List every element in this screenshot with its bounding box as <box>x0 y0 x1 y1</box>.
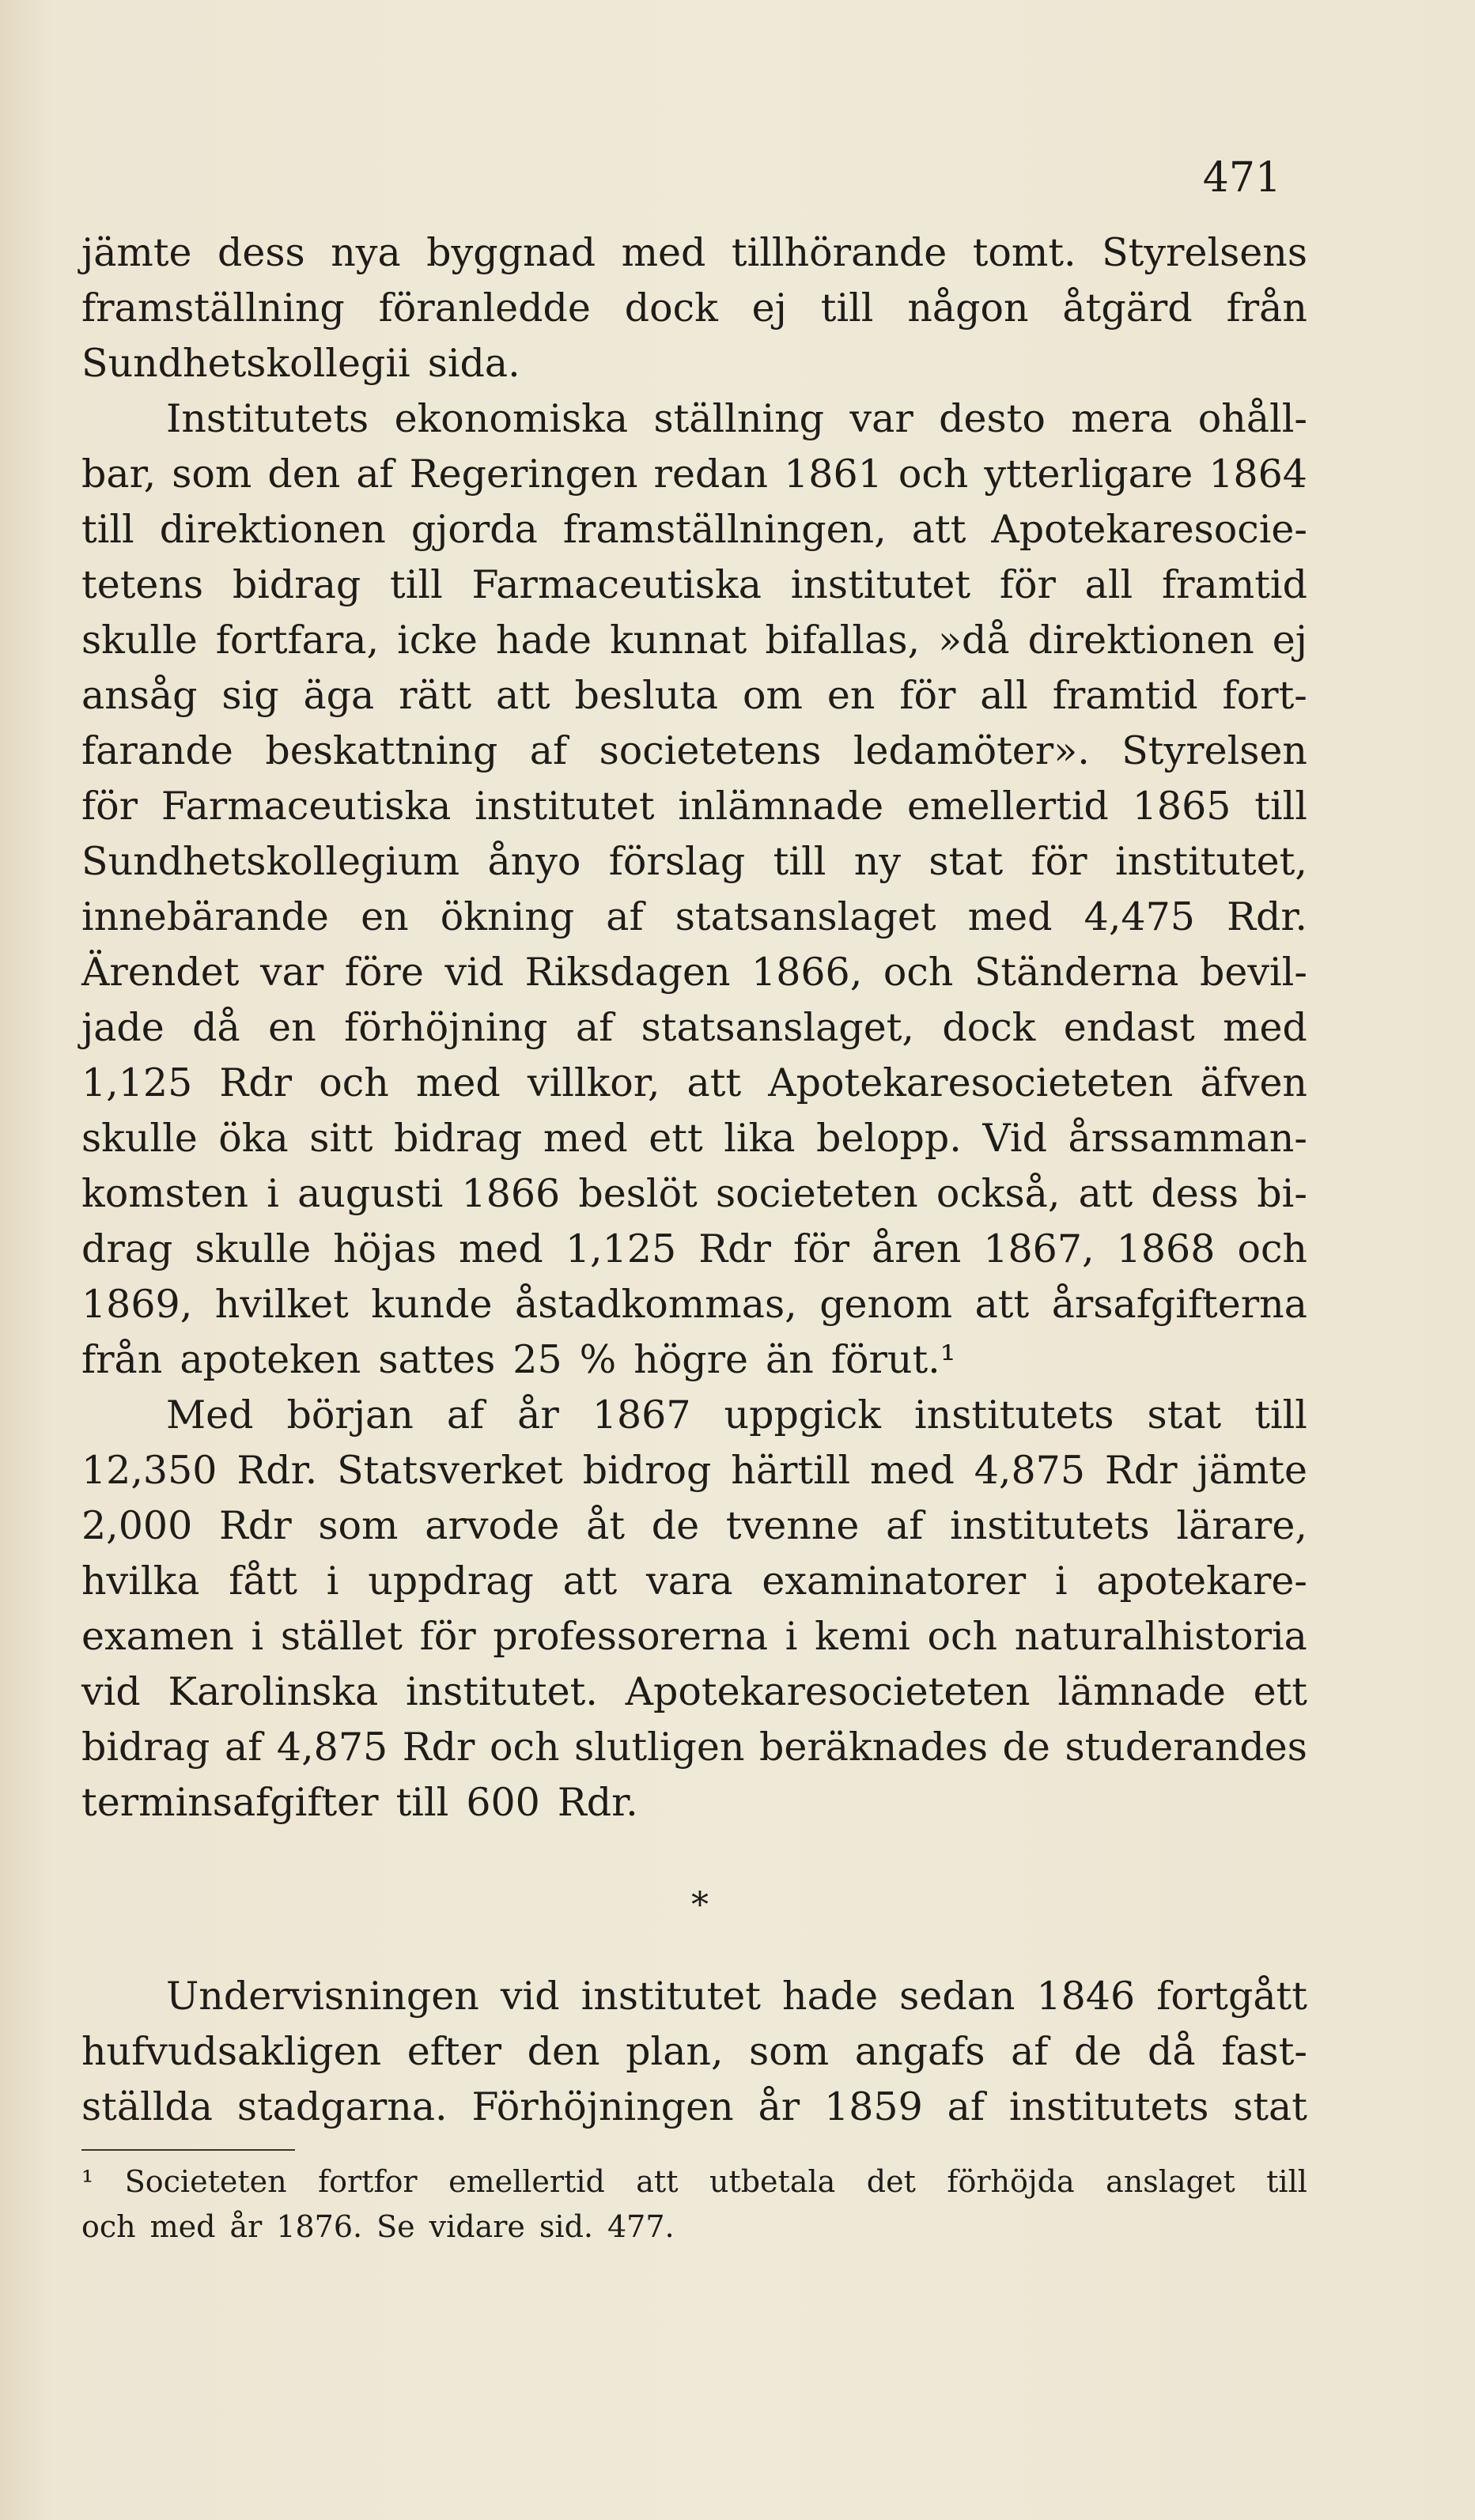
text-line-18: komsten i augusti 1866 beslöt societeten också, att dess bi- <box>81 1171 1307 1216</box>
text-line-26: examen i stället för professorerna i kemi och naturalhistoria <box>81 1614 1307 1659</box>
text-line-5: bar, som den af Regeringen redan 1861 och ytterligare 1864 <box>81 451 1307 497</box>
text-line-7: tetens bidrag till Farmaceutiska institutet för all framtid <box>81 562 1307 607</box>
text-line-19: drag skulle höjas med 1,125 Rdr för åren 1867, 1868 och <box>81 1226 1307 1271</box>
footnote-line-1: ¹ Societeten fortfor emellertid att utbetala det förhöjda anslaget till <box>81 2164 1307 2199</box>
text-line-17: skulle öka sitt bidrag med ett lika belopp. Vid årssamman- <box>81 1116 1307 1161</box>
text-line-25: hvilka fått i uppdrag att vara examinatorer i apotekare- <box>81 1558 1307 1604</box>
text-line-20: 1869, hvilket kunde åstadkommas, genom att årsafgifterna <box>81 1282 1307 1327</box>
text-line-11: för Farmaceutiska institutet inlämnade emellertid 1865 till <box>81 784 1307 829</box>
text-line-1: jämte dess nya byggnad med tillhörande tomt. Styrelsens <box>81 230 1307 275</box>
text-line-27: vid Karolinska institutet. Apotekaresocieteten lämnade ett <box>81 1669 1307 1714</box>
text-line-9: ansåg sig äga rätt att besluta om en för all framtid fort- <box>81 673 1307 718</box>
text-line-12: Sundhetskollegium ånyo förslag till ny stat för institutet, <box>81 839 1307 884</box>
text-line-22: Med början af år 1867 uppgick institutets stat till <box>166 1392 1307 1438</box>
text-line-8: skulle fortfara, icke hade kunnat bifallas, »då direktionen ej <box>81 618 1307 663</box>
page-number: 471 <box>1202 154 1281 202</box>
text-line-10: farande beskattning af societetens ledamöter». Styrelsen <box>81 728 1307 773</box>
section-separator: * <box>691 1885 709 1925</box>
text-line-28: bidrag af 4,875 Rdr och slutligen beräknades de studerandes <box>81 1725 1307 1770</box>
text-line-2: framställning föranledde dock ej till någon åtgärd från <box>81 285 1307 331</box>
footnote-rule <box>81 2149 295 2151</box>
text-line-13: innebärande en ökning af statsanslaget med 4,475 Rdr. <box>81 894 1307 939</box>
text-line-15: jade då en förhöjning af statsanslaget, dock endast med <box>81 1005 1307 1050</box>
text-line-23: 12,350 Rdr. Statsverket bidrog härtill med 4,875 Rdr jämte <box>81 1448 1307 1493</box>
text-line-21: från apoteken sattes 25 % högre än förut.¹ <box>81 1337 956 1382</box>
text-line-6: till direktionen gjorda framställningen, att Apotekaresocie- <box>81 507 1307 552</box>
section-2-line-1: Undervisningen vid institutet hade sedan 1846 fortgått <box>166 1974 1307 2019</box>
text-line-14: Ärendet var före vid Riksdagen 1866, och Ständerna bevil- <box>81 950 1307 995</box>
text-line-29: terminsafgifter till 600 Rdr. <box>81 1780 638 1825</box>
section-2-line-2: hufvudsakligen efter den plan, som angafs af de då fast- <box>81 2029 1307 2074</box>
text-line-3: Sundhetskollegii sida. <box>81 341 520 386</box>
section-2-line-3: ställda stadgarna. Förhöjningen år 1859 af institutets stat <box>81 2084 1307 2129</box>
text-line-16: 1,125 Rdr och med villkor, att Apotekaresocieteten äfven <box>81 1060 1307 1105</box>
text-line-4: Institutets ekonomiska ställning var desto mera ohåll- <box>166 396 1307 441</box>
text-line-24: 2,000 Rdr som arvode åt de tvenne af institutets lärare, <box>81 1503 1307 1548</box>
footnote-line-2: och med år 1876. Se vidare sid. 477. <box>81 2209 675 2244</box>
